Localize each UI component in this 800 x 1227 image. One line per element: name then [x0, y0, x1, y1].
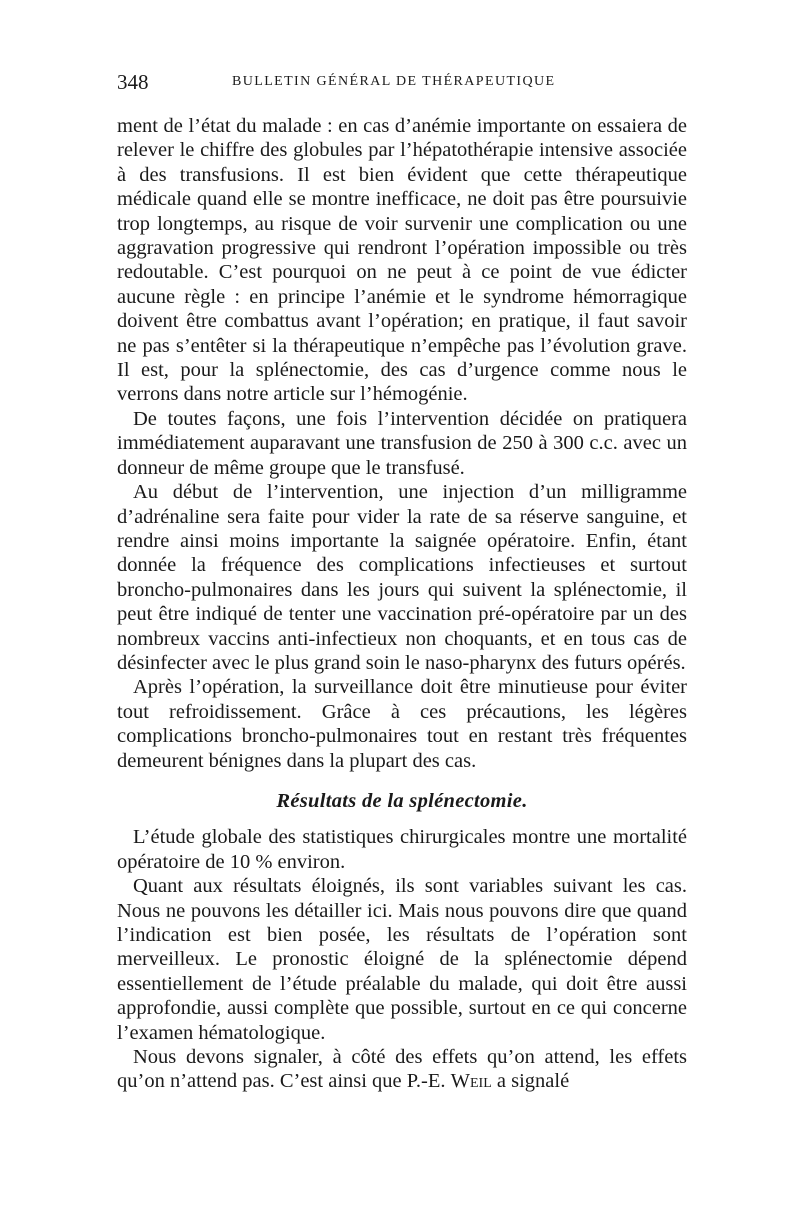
paragraph-text: Nous devons signaler, à côté des effets qu’on attend, les effets qu’on n’attend pas. C’est ainsi que P.-E.: [117, 1046, 687, 1093]
paragraph: ment de l’état du malade : en cas d’anémie importante on essaiera de relever le chiffre des globules par l’hépatothérapie intensive associée à des transfusions. Il est bien évident que cette thérapeutique médicale quand elle se montre inefficace, ne doit pas être poursuivie trop longtemps, au risque de voir survenir une complication ou une aggravation progressive qui rendront l’opération impossible ou très redoutable. C’est pourquoi on ne peut à ce point de vue édicter aucune règle : en principe l’anémie et le syndrome hémorragique doivent être combattus avant l’opération; en pratique, il faut savoir ne pas s’entêter si la thérapeutique n’empêche pas l’évolution grave. Il est, pour la splénectomie, des cas d’urgence comme nous le verrons dans notre article sur l’hémogénie.: [117, 115, 687, 406]
paragraph: Quant aux résultats éloignés, ils sont variables suivant les cas. Nous ne pouvons les détailler ici. Mais nous pouvons dire que quand l’indication est bien posée, les résultats de l’opération sont merveilleux. Le pronostic éloigné de la splénectomie dépend essentiellement de l’étude préalable du malade, qui doit être aussi approfondie, aussi complète que possible, surtout en ce qui concerne l’examen hématologique.: [117, 875, 687, 1044]
paragraph: Après l’opération, la surveillance doit être minutieuse pour éviter tout refroidissement. Grâce à ces précautions, les légères complications broncho-pulmonaires tout en restant très fréquentes demeurent bénignes dans la plupart des cas.: [117, 676, 687, 772]
section-heading: Résultats de la splénectomie.: [276, 789, 528, 812]
paragraph: L’étude globale des statistiques chirurgicales montre une mortalité opératoire de 10 % environ.: [117, 826, 687, 873]
author-name: Weil: [450, 1070, 492, 1093]
page-header: [117, 70, 687, 100]
paragraph: [117, 1045, 687, 1094]
running-title: BULLETIN GÉNÉRAL DE THÉRAPEUTIQUE: [232, 74, 556, 89]
body-text: [117, 114, 687, 1094]
paragraph: De toutes façons, une fois l’intervention décidée on pratiquera immédiatement auparavant une transfusion de 250 à 300 c.c. avec un donneur de même groupe que le transfusé.: [117, 407, 687, 479]
paragraph: Au début de l’intervention, une injection d’un milligramme d’adrénaline sera faite pour vider la rate de sa réserve sanguine, et rendre ainsi moins importante la saignée opératoire. Enfin, étant donnée la fréquence des complications infectieuses et surtout broncho-pulmonaires dans les jours qui suivent la splénectomie, il peut être indiqué de tenter une vaccination pré-opératoire par un des nombreux vaccins anti-infectieux non choquants, et en tous cas de désinfecter avec le plus grand soin le naso-pharynx des futurs opérés.: [117, 481, 687, 674]
paragraph-text: a signalé: [491, 1070, 570, 1093]
page-number: 348: [117, 70, 149, 94]
